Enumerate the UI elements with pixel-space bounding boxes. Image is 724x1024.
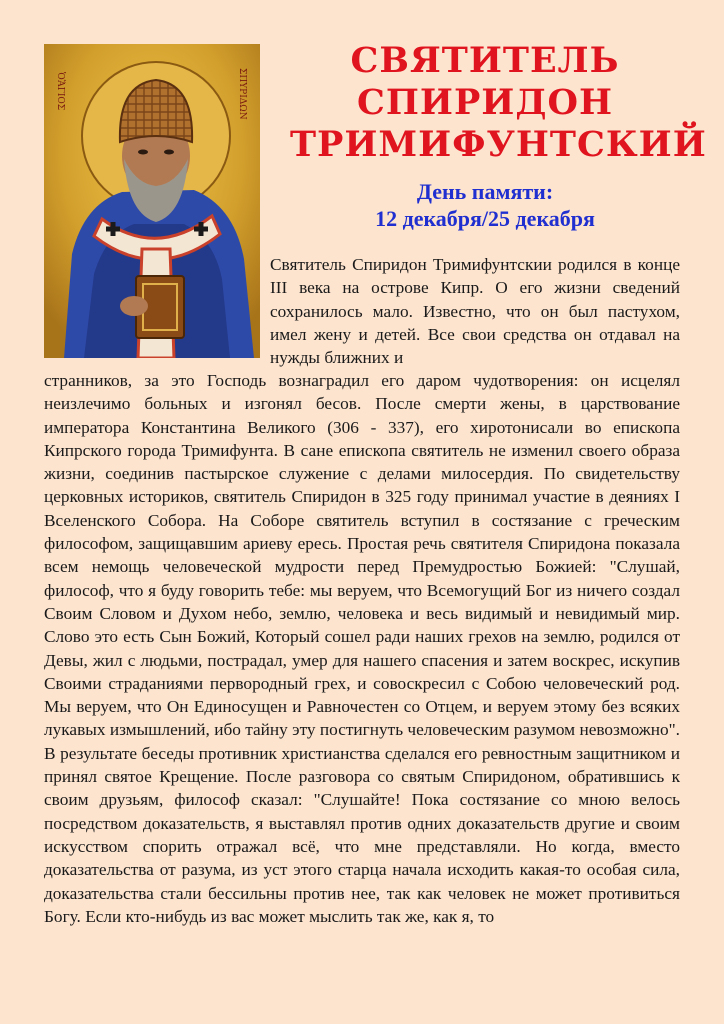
main-paragraph: странников, за это Господь вознаградил его даром чудотворения: он исцелял неизлечимо больных и изгонял бесов. После смерти жены, в царствование императора Константина Великого (306 - 337), его хиротонисали во епископа Кипрского города Тримифунта. В сане епископа святитель не изменил своего образа жизни, соединив пастырское служение с делами милосердия. По свидетельству церковных историков, святитель Спиридон в 325 году принимал участие в деяниях I Вселенского Собора. На Соборе святитель вступил в состязание с греческим философом, защищавшим ариеву ересь. Простая речь святителя Спиридона показала всем немощь человеческой мудрости перед Премудростью Божией: "Слушай, философ, что я буду говорить тебе: мы веруем, что Всемогущий Бог из ничего создал Своим Словом и Духом небо, землю, человека и весь видимый и невидимый мир. Слово это есть Сын Божий, Который сошел ради наших грехов на землю, родился от Девы, жил с людьми, пострадал, умер для нашего спасения и затем воскрес, искупив Своими страданиями первородный грех, и совоскресил с Собою человеческий род. Мы веруем, что Он Единосущен и Равночестен со Отцем, и веруем этому без всяких лукавых измышлений, ибо тайну эту постигнуть человеческим разумом невозможно". В результате беседы противник христианства сделался его ревностным защитником и принял святое Крещение. После разговора со святым Спиридоном, обратившись к своим друзьям, философ сказал: "Слушайте! Пока состязание со мною велось посредством доказательств, я выставлял против одних доказательств другие и своим искусством спорить отражал всё, что мне представляли. Но когда, вместо доказательства от разума, из уст этого старца начала исходить какая-то особая сила, доказательства стали бессильны против нее, так как человек не может противиться Богу. Если кто-нибудь из вас может мыслить так же, как я, то	[44, 371, 680, 926]
title-line-1: СВЯТИТЕЛЬ	[350, 40, 620, 81]
icon-inscription-right: ΣΠΥΡΙΔΩΝ	[237, 68, 247, 120]
icon-inscription-left: ὉἍΓΙΟΣ	[55, 72, 65, 111]
memory-day	[290, 178, 680, 232]
memory-label: День памяти:	[416, 179, 554, 204]
title-line-3: ТРИМИФУНТСКИЙ	[290, 124, 707, 165]
saint-icon-image	[44, 44, 260, 358]
saint-spyridon-icon	[44, 44, 260, 358]
memory-dates: 12 декабря/25 декабря	[375, 206, 595, 231]
page-title	[290, 40, 707, 166]
intro-paragraph: Святитель Спиридон Тримифунтскии родился в конце III века на острове Кипр. О его жизни сведений сохранилось мало. Известно, что он был пастухом, имел жену и детей. Все свои средства он отдавал на нужды ближних и	[270, 255, 680, 368]
title-line-2: СПИРИДОН	[356, 82, 614, 123]
